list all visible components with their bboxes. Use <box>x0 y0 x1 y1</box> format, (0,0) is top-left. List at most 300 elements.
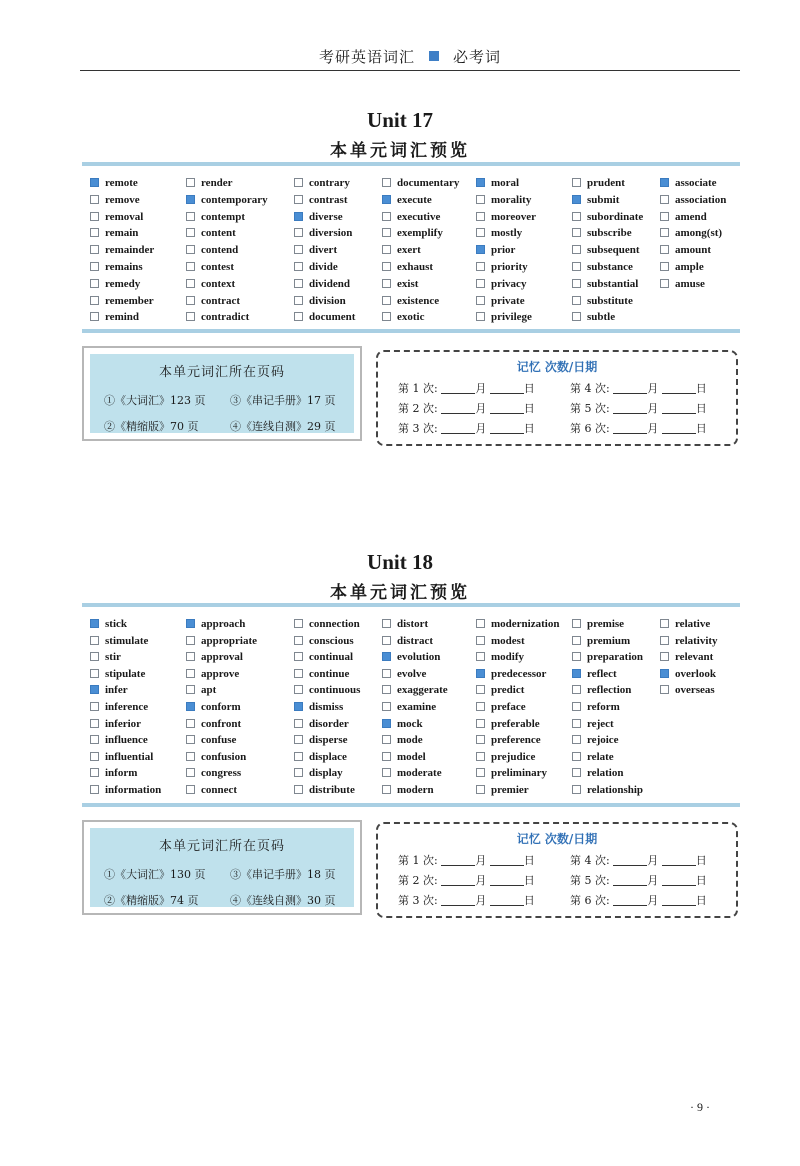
day-label: 日 <box>523 422 535 435</box>
checkbox[interactable] <box>382 178 391 187</box>
vocabulary-word: preface <box>491 700 526 713</box>
day-blank[interactable] <box>490 423 524 434</box>
checkbox-checked[interactable] <box>294 212 303 221</box>
checkbox[interactable] <box>186 212 195 221</box>
checkbox[interactable] <box>382 768 391 777</box>
vocabulary-word: contempt <box>201 210 245 223</box>
vocabulary-item <box>90 749 161 766</box>
checkbox[interactable] <box>660 195 669 204</box>
memory-entry-label: 第 1 次: <box>398 382 438 395</box>
vocabulary-item <box>90 259 154 276</box>
vocabulary-item <box>660 633 718 650</box>
month-blank[interactable] <box>613 895 647 906</box>
vocabulary-word: moral <box>491 177 520 189</box>
vocabulary-word: moreover <box>491 210 536 223</box>
checkbox[interactable] <box>90 245 99 254</box>
vocabulary-item <box>476 616 559 633</box>
day-blank[interactable] <box>490 403 524 414</box>
vocabulary-word: premise <box>587 618 625 630</box>
vocabulary-word: exhaust <box>397 260 434 273</box>
checkbox[interactable] <box>476 768 485 777</box>
checkbox[interactable] <box>476 785 485 794</box>
vocabulary-item <box>382 276 459 293</box>
vocabulary-item <box>90 716 161 733</box>
checkbox[interactable] <box>572 752 581 761</box>
month-blank[interactable] <box>613 403 647 414</box>
vocabulary-word: ample <box>675 260 704 273</box>
checkbox[interactable] <box>90 296 99 305</box>
checkbox[interactable] <box>294 262 303 271</box>
day-blank[interactable] <box>662 855 696 866</box>
day-blank[interactable] <box>662 895 696 906</box>
checkbox-checked[interactable] <box>572 195 581 204</box>
vocabulary-word: continuous <box>309 684 361 697</box>
checkbox[interactable] <box>660 685 669 694</box>
month-label: 月 <box>647 382 659 395</box>
vocabulary-word: distract <box>397 634 434 647</box>
day-blank[interactable] <box>490 895 524 906</box>
page-reference-box <box>90 828 354 907</box>
memory-entry-label: 第 4 次: <box>570 854 610 867</box>
checkbox[interactable] <box>294 296 303 305</box>
checkbox[interactable] <box>382 245 391 254</box>
checkbox[interactable] <box>660 279 669 288</box>
checkbox[interactable] <box>476 652 485 661</box>
checkbox[interactable] <box>382 685 391 694</box>
page-reference-item: ③《串记手册》18 页 <box>230 868 336 881</box>
vocabulary-item <box>294 765 360 782</box>
checkbox[interactable] <box>476 212 485 221</box>
checkbox[interactable] <box>476 279 485 288</box>
page-reference-line <box>230 392 336 408</box>
checkbox[interactable] <box>382 702 391 711</box>
checkbox[interactable] <box>90 652 99 661</box>
vocabulary-column <box>660 175 726 293</box>
vocabulary-word: connection <box>309 618 360 630</box>
checkbox[interactable] <box>90 719 99 728</box>
checkbox[interactable] <box>186 752 195 761</box>
vocabulary-word: display <box>309 767 343 780</box>
checkbox[interactable] <box>294 669 303 678</box>
vocabulary-word: rejoice <box>587 734 619 747</box>
checkbox[interactable] <box>294 652 303 661</box>
vocabulary-word: contract <box>201 294 241 307</box>
vocabulary-item <box>660 259 726 276</box>
checkbox-checked[interactable] <box>90 685 99 694</box>
vocabulary-word: associate <box>675 177 717 189</box>
checkbox[interactable] <box>572 636 581 645</box>
month-blank[interactable] <box>613 875 647 886</box>
vocabulary-word: reform <box>587 700 620 713</box>
checkbox[interactable] <box>476 195 485 204</box>
vocabulary-word: remains <box>105 260 143 273</box>
vocabulary-item <box>660 616 718 633</box>
checkbox[interactable] <box>186 652 195 661</box>
vocabulary-word: substitute <box>587 294 633 307</box>
header-title <box>80 46 740 67</box>
day-blank[interactable] <box>490 875 524 886</box>
checkbox[interactable] <box>476 735 485 744</box>
checkbox[interactable] <box>382 212 391 221</box>
vocabulary-column <box>382 616 448 799</box>
checkbox[interactable] <box>572 735 581 744</box>
month-blank[interactable] <box>613 855 647 866</box>
checkbox-checked[interactable] <box>476 178 485 187</box>
vocabulary-word: influential <box>105 750 154 763</box>
checkbox[interactable] <box>476 752 485 761</box>
checkbox-checked[interactable] <box>382 195 391 204</box>
vocabulary-word: preferable <box>491 717 540 730</box>
checkbox[interactable] <box>186 669 195 678</box>
checkbox[interactable] <box>294 768 303 777</box>
checkbox-checked[interactable] <box>572 669 581 678</box>
month-label: 月 <box>647 894 659 907</box>
checkbox[interactable] <box>382 312 391 321</box>
vocabulary-word: division <box>309 294 346 307</box>
checkbox[interactable] <box>382 636 391 645</box>
vocabulary-word: mock <box>397 717 423 730</box>
vocabulary-word: contrary <box>309 177 350 189</box>
vocabulary-word: mostly <box>491 227 523 240</box>
checkbox-checked[interactable] <box>186 619 195 628</box>
checkbox[interactable] <box>294 619 303 628</box>
month-label: 月 <box>647 402 659 415</box>
checkbox[interactable] <box>476 228 485 237</box>
checkbox[interactable] <box>476 719 485 728</box>
vocabulary-item <box>476 732 559 749</box>
vocabulary-word: confuse <box>201 734 237 747</box>
memory-entry-label: 第 1 次: <box>398 854 438 867</box>
vocabulary-item <box>476 276 536 293</box>
checkbox[interactable] <box>294 228 303 237</box>
checkbox[interactable] <box>90 669 99 678</box>
vocabulary-column <box>186 175 268 326</box>
checkbox[interactable] <box>382 296 391 305</box>
checkbox-checked[interactable] <box>660 178 669 187</box>
checkbox[interactable] <box>186 768 195 777</box>
vocabulary-item <box>572 175 643 192</box>
day-blank[interactable] <box>662 875 696 886</box>
checkbox[interactable] <box>294 719 303 728</box>
vocabulary-item <box>382 242 459 259</box>
vocabulary-word: premier <box>491 783 529 796</box>
checkbox[interactable] <box>294 752 303 761</box>
vocabulary-item <box>572 633 643 650</box>
vocabulary-item <box>382 699 448 716</box>
memory-entry-label: 第 3 次: <box>398 422 438 435</box>
vocabulary-column <box>476 175 536 326</box>
vocabulary-word: relationship <box>587 783 644 796</box>
checkbox[interactable] <box>572 312 581 321</box>
vocabulary-item <box>476 209 536 226</box>
vocabulary-item <box>294 732 360 749</box>
vocabulary-item <box>186 633 257 650</box>
vocabulary-item <box>476 649 559 666</box>
checkbox-checked[interactable] <box>382 652 391 661</box>
checkbox[interactable] <box>90 735 99 744</box>
checkbox[interactable] <box>572 785 581 794</box>
checkbox[interactable] <box>572 279 581 288</box>
checkbox[interactable] <box>90 702 99 711</box>
month-blank[interactable] <box>441 403 475 414</box>
checkbox[interactable] <box>660 212 669 221</box>
checkbox[interactable] <box>476 619 485 628</box>
checkbox[interactable] <box>294 279 303 288</box>
checkbox[interactable] <box>572 228 581 237</box>
vocabulary-item <box>572 782 643 799</box>
vocabulary-item <box>294 276 355 293</box>
checkbox[interactable] <box>294 312 303 321</box>
checkbox[interactable] <box>186 228 195 237</box>
vocabulary-item <box>294 259 355 276</box>
page-reference-line <box>230 418 336 434</box>
checkbox[interactable] <box>186 735 195 744</box>
checkbox[interactable] <box>660 228 669 237</box>
vocabulary-word: reflection <box>587 684 632 697</box>
vocabulary-item <box>90 192 154 209</box>
vocabulary-word: remind <box>105 311 140 324</box>
checkbox[interactable] <box>90 279 99 288</box>
vocabulary-column <box>90 616 161 799</box>
checkbox[interactable] <box>476 262 485 271</box>
checkbox[interactable] <box>476 685 485 694</box>
checkbox[interactable] <box>90 768 99 777</box>
day-blank[interactable] <box>662 383 696 394</box>
vocabulary-word: influence <box>105 734 148 747</box>
checkbox[interactable] <box>186 178 195 187</box>
header-section-title: 必考词 <box>453 48 502 66</box>
checkbox[interactable] <box>90 312 99 321</box>
vocabulary-word: exemplify <box>397 227 443 240</box>
checkbox[interactable] <box>572 178 581 187</box>
checkbox[interactable] <box>294 685 303 694</box>
vocabulary-word: contrast <box>309 193 348 206</box>
month-blank[interactable] <box>441 383 475 394</box>
page-reference-line <box>230 866 336 882</box>
top-band <box>82 603 740 607</box>
month-blank[interactable] <box>613 383 647 394</box>
vocabulary-item <box>660 175 726 192</box>
checkbox[interactable] <box>572 768 581 777</box>
checkbox[interactable] <box>660 245 669 254</box>
checkbox[interactable] <box>294 178 303 187</box>
vocabulary-column <box>90 175 154 326</box>
vocabulary-item <box>294 293 355 310</box>
vocabulary-item <box>572 242 643 259</box>
vocabulary-column <box>572 175 643 326</box>
checkbox[interactable] <box>382 228 391 237</box>
month-label: 月 <box>475 874 487 887</box>
vocabulary-item <box>294 633 360 650</box>
day-blank[interactable] <box>490 383 524 394</box>
checkbox[interactable] <box>90 195 99 204</box>
vocabulary-item <box>660 682 718 699</box>
checkbox[interactable] <box>572 262 581 271</box>
checkbox[interactable] <box>476 312 485 321</box>
vocabulary-item <box>382 259 459 276</box>
checkbox-checked[interactable] <box>186 702 195 711</box>
checkbox[interactable] <box>90 636 99 645</box>
checkbox[interactable] <box>572 296 581 305</box>
vocabulary-item <box>660 242 726 259</box>
checkbox[interactable] <box>660 652 669 661</box>
vocabulary-item <box>382 732 448 749</box>
vocabulary-word: remedy <box>105 277 141 290</box>
checkbox[interactable] <box>186 785 195 794</box>
vocabulary-item <box>382 225 459 242</box>
checkbox[interactable] <box>572 719 581 728</box>
vocabulary-item <box>90 175 154 192</box>
checkbox[interactable] <box>382 785 391 794</box>
vocabulary-word: relative <box>675 618 711 630</box>
checkbox-checked[interactable] <box>186 195 195 204</box>
checkbox-checked[interactable] <box>476 245 485 254</box>
checkbox[interactable] <box>186 685 195 694</box>
vocabulary-word: evolve <box>397 667 427 680</box>
vocabulary-item <box>90 699 161 716</box>
vocabulary-item <box>90 225 154 242</box>
vocabulary-word: approval <box>201 651 243 664</box>
checkbox[interactable] <box>382 262 391 271</box>
month-blank[interactable] <box>613 423 647 434</box>
vocabulary-item <box>660 666 718 683</box>
checkbox[interactable] <box>294 195 303 204</box>
month-blank[interactable] <box>441 875 475 886</box>
top-band <box>82 162 740 166</box>
checkbox[interactable] <box>382 619 391 628</box>
vocabulary-word: render <box>201 177 233 189</box>
day-label: 日 <box>523 894 535 907</box>
month-blank[interactable] <box>441 855 475 866</box>
vocabulary-item <box>572 699 643 716</box>
vocabulary-item <box>572 276 643 293</box>
vocabulary-word: predict <box>491 684 525 697</box>
vocabulary-item <box>476 293 536 310</box>
checkbox[interactable] <box>294 735 303 744</box>
page-reference-item: ③《串记手册》17 页 <box>230 394 336 407</box>
checkbox-checked[interactable] <box>90 178 99 187</box>
vocabulary-item <box>476 225 536 242</box>
vocabulary-word: apt <box>201 684 217 697</box>
vocabulary-word: continue <box>309 667 350 680</box>
checkbox[interactable] <box>572 702 581 711</box>
vocabulary-item <box>186 175 268 192</box>
checkbox[interactable] <box>186 296 195 305</box>
month-label: 月 <box>475 402 487 415</box>
vocabulary-item <box>186 309 268 326</box>
vocabulary-word: model <box>397 750 426 763</box>
checkbox-checked[interactable] <box>294 702 303 711</box>
memory-entry <box>570 892 707 908</box>
checkbox-checked[interactable] <box>90 619 99 628</box>
vocabulary-word: stimulate <box>105 634 149 647</box>
checkbox[interactable] <box>90 228 99 237</box>
day-blank[interactable] <box>490 855 524 866</box>
vocabulary-word: prior <box>491 244 516 257</box>
checkbox[interactable] <box>186 245 195 254</box>
checkbox[interactable] <box>186 719 195 728</box>
page-reference-title: 本单元词汇所在页码 <box>158 365 285 380</box>
checkbox[interactable] <box>186 312 195 321</box>
vocabulary-column <box>294 175 355 326</box>
checkbox[interactable] <box>660 636 669 645</box>
vocabulary-item <box>572 749 643 766</box>
vocabulary-word: modern <box>397 783 434 796</box>
vocabulary-item <box>186 782 257 799</box>
vocabulary-word: inform <box>105 767 138 780</box>
memory-entry-label: 第 6 次: <box>570 894 610 907</box>
vocabulary-word: privilege <box>491 311 532 324</box>
vocabulary-item <box>382 175 459 192</box>
checkbox[interactable] <box>382 279 391 288</box>
checkbox[interactable] <box>186 636 195 645</box>
checkbox[interactable] <box>186 262 195 271</box>
vocabulary-word: remove <box>105 193 140 206</box>
vocabulary-item <box>186 242 268 259</box>
checkbox[interactable] <box>294 785 303 794</box>
vocabulary-item <box>476 259 536 276</box>
checkbox[interactable] <box>294 636 303 645</box>
vocabulary-word: prudent <box>587 177 625 189</box>
day-blank[interactable] <box>662 403 696 414</box>
checkbox[interactable] <box>90 262 99 271</box>
checkbox[interactable] <box>660 619 669 628</box>
checkbox[interactable] <box>572 685 581 694</box>
checkbox[interactable] <box>382 669 391 678</box>
memory-entry-label: 第 5 次: <box>570 402 610 415</box>
checkbox[interactable] <box>572 212 581 221</box>
vocabulary-item <box>476 716 559 733</box>
checkbox-checked[interactable] <box>382 719 391 728</box>
checkbox[interactable] <box>572 652 581 661</box>
checkbox-checked[interactable] <box>660 669 669 678</box>
vocabulary-item <box>294 666 360 683</box>
checkbox[interactable] <box>660 262 669 271</box>
vocabulary-item <box>572 666 643 683</box>
vocabulary-word: moderate <box>397 767 442 780</box>
checkbox[interactable] <box>90 785 99 794</box>
checkbox[interactable] <box>186 279 195 288</box>
vocabulary-item <box>90 242 154 259</box>
checkbox[interactable] <box>90 212 99 221</box>
vocabulary-word: existence <box>397 294 440 307</box>
month-blank[interactable] <box>441 423 475 434</box>
checkbox[interactable] <box>476 636 485 645</box>
checkbox[interactable] <box>476 702 485 711</box>
vocabulary-item <box>572 649 643 666</box>
checkbox[interactable] <box>382 752 391 761</box>
checkbox-checked[interactable] <box>476 669 485 678</box>
checkbox[interactable] <box>382 735 391 744</box>
day-blank[interactable] <box>662 423 696 434</box>
vocabulary-item <box>572 225 643 242</box>
checkbox[interactable] <box>572 619 581 628</box>
checkbox[interactable] <box>90 752 99 761</box>
page-reference-line <box>104 392 206 408</box>
month-blank[interactable] <box>441 895 475 906</box>
vocabulary-item <box>186 225 268 242</box>
vocabulary-item <box>476 749 559 766</box>
vocabulary-word: relativity <box>675 634 718 647</box>
vocabulary-item <box>476 192 536 209</box>
memory-entry-label: 第 2 次: <box>398 874 438 887</box>
vocabulary-item <box>572 716 643 733</box>
vocabulary-item <box>476 682 559 699</box>
checkbox[interactable] <box>572 245 581 254</box>
checkbox[interactable] <box>294 245 303 254</box>
checkbox[interactable] <box>476 296 485 305</box>
day-label: 日 <box>523 402 535 415</box>
